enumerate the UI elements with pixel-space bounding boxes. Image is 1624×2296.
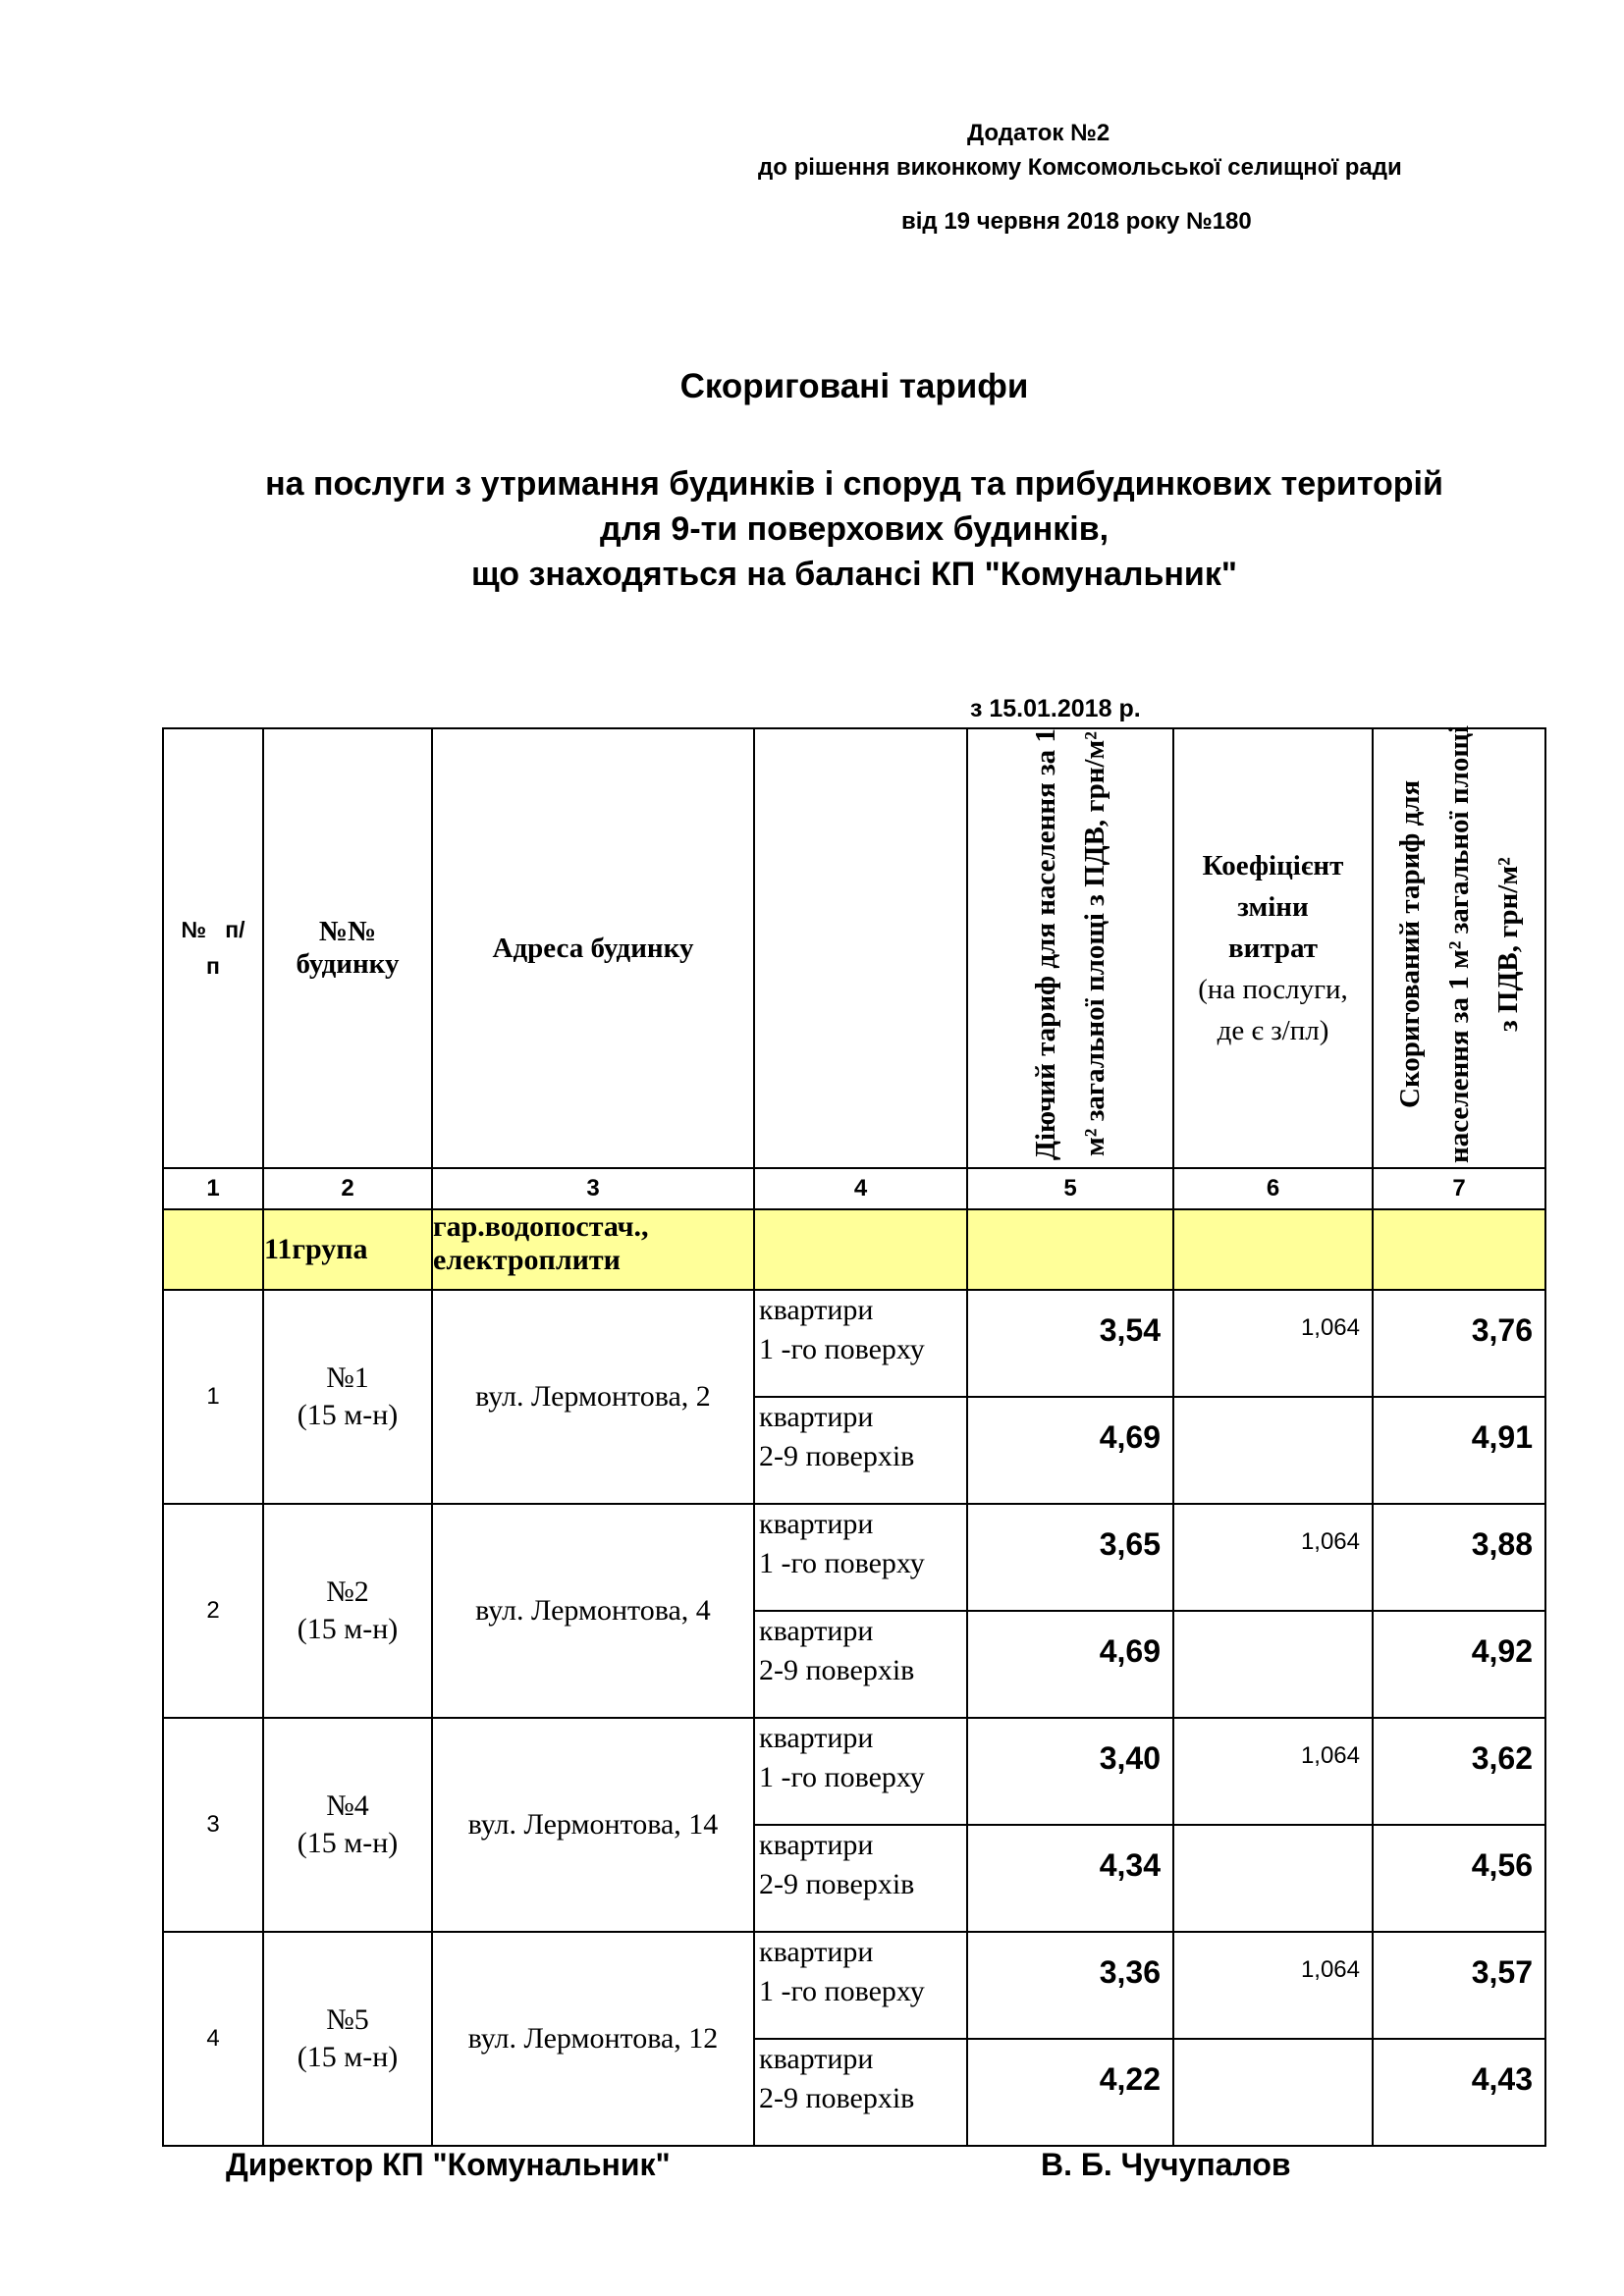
apartment-type-line: 2-9 поверхів xyxy=(759,1440,915,1472)
header-address xyxy=(432,728,754,1168)
table-header-row xyxy=(163,728,1545,1168)
document-title: Скориговані тарифи xyxy=(679,367,1029,405)
header-coef-line: де є з/пл) xyxy=(1217,1015,1329,1046)
current-tariff-value: 3,36 xyxy=(967,1932,1173,2039)
current-tariff-value: 3,65 xyxy=(967,1504,1173,1611)
adjusted-tariff-value: 3,57 xyxy=(1373,1932,1545,2039)
current-tariff-value: 3,54 xyxy=(967,1290,1173,1397)
apartment-type xyxy=(754,1290,967,1397)
coefficient-value: 1,064 xyxy=(1173,1932,1373,2039)
house-address: вул. Лермонтова, 4 xyxy=(432,1504,754,1718)
apartment-type-line: 1 -го поверху xyxy=(759,1333,925,1365)
header-current-tariff-label: Діючий тариф для населення за 1 м² загальної площі з ПДВ, грн/м² xyxy=(1030,728,1110,1160)
coefficient-value: 1,064 xyxy=(1173,1718,1373,1825)
row-index: 1 xyxy=(163,1290,263,1504)
group-empty-cell xyxy=(967,1209,1173,1290)
apartment-type xyxy=(754,1932,967,2039)
column-number-row xyxy=(163,1168,1545,1209)
header-coef-line: зміни xyxy=(1237,891,1309,923)
appendix-decision: до рішення виконкому Комсомольської селищної ради xyxy=(758,154,1402,181)
coefficient-value: 1,064 xyxy=(1173,1504,1373,1611)
coefficient-value xyxy=(1173,1397,1373,1504)
header-coef-line: (на послуги, xyxy=(1198,974,1348,1005)
header-current-tariff xyxy=(967,728,1173,1168)
current-tariff-value: 4,69 xyxy=(967,1397,1173,1504)
group-empty-cell xyxy=(163,1209,263,1290)
apartment-type-line: квартири xyxy=(759,1401,874,1433)
column-number: 1 xyxy=(163,1168,263,1209)
apartment-type-line: квартири xyxy=(759,1508,874,1540)
group-desc-line: гар.водопостач., xyxy=(433,1210,649,1243)
group-description xyxy=(432,1209,754,1290)
appendix-date: від 19 червня 2018 року №180 xyxy=(901,208,1252,235)
group-desc-line: електроплити xyxy=(433,1244,621,1276)
signatory-name: В. Б. Чучупалов xyxy=(1041,2147,1291,2182)
house-address: вул. Лермонтова, 14 xyxy=(432,1718,754,1932)
table-row xyxy=(163,1504,1545,1611)
group-row xyxy=(163,1209,1545,1290)
house-address: вул. Лермонтова, 12 xyxy=(432,1932,754,2146)
header-house-line: будинку xyxy=(296,948,400,980)
house-number xyxy=(263,1932,432,2146)
group-empty-cell xyxy=(1373,1209,1545,1290)
tariff-table xyxy=(162,727,1546,2147)
apartment-type-line: 2-9 поверхів xyxy=(759,1868,915,1900)
apartment-type xyxy=(754,1825,967,1932)
document-subtitle xyxy=(0,461,1624,597)
column-number: 4 xyxy=(754,1168,967,1209)
apartment-type-line: 1 -го поверху xyxy=(759,1547,925,1579)
house-number-label: №5 xyxy=(326,2003,369,2036)
current-tariff-value: 3,40 xyxy=(967,1718,1173,1825)
apartment-type-line: квартири xyxy=(759,2043,874,2075)
house-address: вул. Лермонтова, 2 xyxy=(432,1290,754,1504)
table-row xyxy=(163,1290,1545,1397)
column-number: 5 xyxy=(967,1168,1173,1209)
apartment-type-line: 1 -го поверху xyxy=(759,1761,925,1793)
apartment-type-line: 1 -го поверху xyxy=(759,1975,925,2007)
table-row xyxy=(163,1718,1545,1825)
column-number: 6 xyxy=(1173,1168,1373,1209)
apartment-type xyxy=(754,1397,967,1504)
house-district: (15 м-н) xyxy=(297,2041,399,2073)
subtitle-line: для 9-ти поверхових будинків, xyxy=(599,510,1110,548)
effective-date: з 15.01.2018 р. xyxy=(970,695,1141,722)
subtitle-line: що знаходяться на балансі КП "Комунальник" xyxy=(471,556,1237,593)
header-adjusted-tariff-label: Скоригований тариф для населення за 1 м² загальної площі з ПДВ, грн/м² xyxy=(1394,725,1524,1163)
header-index-line: п xyxy=(206,953,220,979)
header-coef-line: Коефіцієнт xyxy=(1202,850,1344,881)
header-index-line: № п/ xyxy=(181,917,245,942)
apartment-type-line: 2-9 поверхів xyxy=(759,2082,915,2114)
header-index xyxy=(163,728,263,1168)
house-number-label: №2 xyxy=(326,1575,369,1608)
subtitle-line: на послуги з утримання будинків і споруд та прибудинкових територій xyxy=(265,465,1443,503)
house-number-label: №4 xyxy=(326,1789,369,1822)
adjusted-tariff-value: 3,76 xyxy=(1373,1290,1545,1397)
apartment-type-line: квартири xyxy=(759,1294,874,1326)
group-name-label: 11група xyxy=(264,1233,368,1265)
house-number-label: №1 xyxy=(326,1362,369,1394)
column-number: 2 xyxy=(263,1168,432,1209)
house-district: (15 м-н) xyxy=(297,1827,399,1859)
apartment-type-line: квартири xyxy=(759,1615,874,1647)
header-col4 xyxy=(754,728,967,1168)
adjusted-tariff-value: 3,88 xyxy=(1373,1504,1545,1611)
adjusted-tariff-value: 4,91 xyxy=(1373,1397,1545,1504)
apartment-type xyxy=(754,2039,967,2146)
adjusted-tariff-value: 4,92 xyxy=(1373,1611,1545,1718)
group-name xyxy=(263,1209,432,1290)
header-adjusted-tariff xyxy=(1373,725,1545,1168)
house-number xyxy=(263,1718,432,1932)
header-address-label: Адреса будинку xyxy=(492,932,694,964)
appendix-number: Додаток №2 xyxy=(967,120,1110,146)
header-coefficient xyxy=(1173,728,1373,1168)
adjusted-tariff-value: 4,43 xyxy=(1373,2039,1545,2146)
apartment-type xyxy=(754,1718,967,1825)
current-tariff-value: 4,69 xyxy=(967,1611,1173,1718)
group-empty-cell xyxy=(1173,1209,1373,1290)
header-coef-line: витрат xyxy=(1227,933,1319,964)
apartment-type-line: квартири xyxy=(759,1722,874,1754)
coefficient-value xyxy=(1173,2039,1373,2146)
current-tariff-value: 4,34 xyxy=(967,1825,1173,1932)
row-index: 3 xyxy=(163,1718,263,1932)
adjusted-tariff-value: 3,62 xyxy=(1373,1718,1545,1825)
house-district: (15 м-н) xyxy=(297,1613,399,1645)
column-number: 7 xyxy=(1373,1168,1545,1209)
column-number: 3 xyxy=(432,1168,754,1209)
house-number xyxy=(263,1290,432,1504)
house-district: (15 м-н) xyxy=(297,1399,399,1431)
signatory-position: Директор КП "Комунальник" xyxy=(226,2147,671,2182)
coefficient-value xyxy=(1173,1825,1373,1932)
current-tariff-value: 4,22 xyxy=(967,2039,1173,2146)
coefficient-value xyxy=(1173,1611,1373,1718)
row-index: 4 xyxy=(163,1932,263,2146)
group-empty-cell xyxy=(754,1209,967,1290)
row-index: 2 xyxy=(163,1504,263,1718)
header-house-number xyxy=(263,728,432,1168)
house-number xyxy=(263,1504,432,1718)
apartment-type-line: 2-9 поверхів xyxy=(759,1654,915,1686)
apartment-type xyxy=(754,1611,967,1718)
apartment-type-line: квартири xyxy=(759,1829,874,1861)
table-row xyxy=(163,1932,1545,2039)
header-house-line: №№ xyxy=(318,916,377,947)
adjusted-tariff-value: 4,56 xyxy=(1373,1825,1545,1932)
apartment-type-line: квартири xyxy=(759,1936,874,1968)
coefficient-value: 1,064 xyxy=(1173,1290,1373,1397)
apartment-type xyxy=(754,1504,967,1611)
